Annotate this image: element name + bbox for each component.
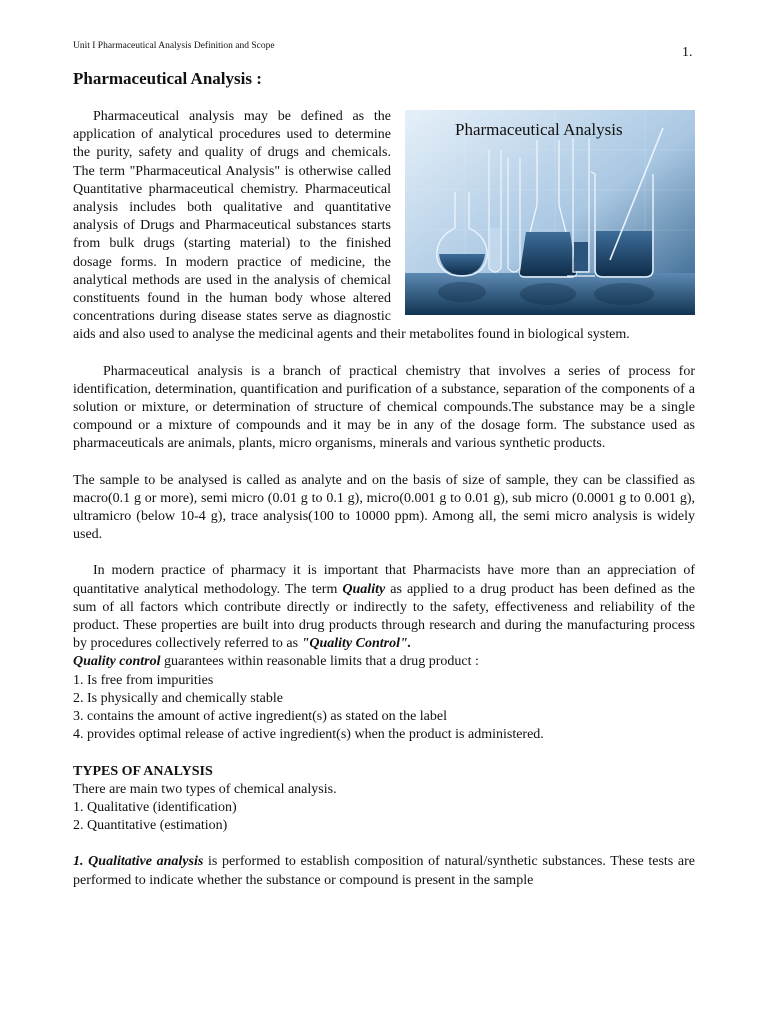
page-title: Pharmaceutical Analysis : bbox=[73, 69, 262, 88]
page-number: 1. bbox=[682, 45, 693, 60]
paragraph-quality bbox=[73, 562, 695, 653]
types-list bbox=[73, 781, 695, 836]
quality-text-a: In modern practice of pharmacy it is important that Pharmacists have more than an appreciation of quantitative analytical methodology. The term bbox=[73, 563, 695, 597]
quality-text-b: as applied to a drug product has been defined as the sum of all factors which contribute directly or indirectly to the safety, effectiveness and reliability of the product. These properties are built into drug products through research and during the manufacturing process by procedures collectively referred to as bbox=[73, 581, 695, 652]
section-heading-types: TYPES OF ANALYSIS bbox=[73, 763, 213, 779]
quality-control-term: Quality control bbox=[73, 654, 161, 670]
laboratory-glassware-image bbox=[405, 110, 695, 315]
qualitative-text: is performed to establish composition of natural/synthetic substances. These tests are performed to indicate whether the substance or compound is present in the sample bbox=[73, 854, 695, 888]
list-item: 2. Is physically and chemically stable bbox=[73, 690, 283, 706]
lab-glassware-figure bbox=[405, 110, 695, 315]
figure-caption: Pharmaceutical Analysis bbox=[455, 120, 623, 139]
list-item: 1. Is free from impurities bbox=[73, 672, 214, 688]
paragraph-branch-of-chemistry: Pharmaceutical analysis is a branch of practical chemistry that involves a series of process for identification, determination, quantification and purification of a substance, separation of the components of a solution or mixture, or determination of structure of chemical compounds.The substance may be a single compound or a mixture of compounds and it may be in any of the dosage form. The substance used as pharmaceuticals are animals, plants, micro organisms, minerals and various synthetic products. bbox=[73, 363, 695, 452]
types-intro: There are main two types of chemical analysis. bbox=[73, 781, 337, 797]
paragraph-quality-control bbox=[73, 653, 695, 671]
quality-control-list bbox=[73, 672, 695, 745]
running-header: Unit I Pharmaceutical Analysis Definition and Scope bbox=[73, 41, 275, 51]
qualitative-lead: 1. Qualitative analysis bbox=[73, 854, 204, 870]
paragraph-sample-classification: The sample to be analysed is called as analyte and on the basis of size of sample, they can be classified as macro(0.1 g or more), semi micro (0.01 g to 0.1 g), micro(0.001 g to 0.01 g), sub micro (0.0001 g to 0.001 g), ultramicro (below 10-4 g), trace analysis(100 to 10000 ppm). Among all, the semi micro analysis is widely used. bbox=[73, 472, 695, 543]
document-body bbox=[73, 108, 695, 890]
paragraph-definition: Pharmaceutical analysis may be defined as the application of analytical procedures used to determine the purity, safety and quality of drugs and chemicals. The term "Pharmaceutical Analysis" is otherwise called Quantitative pharmaceutical chemistry. Pharmaceutical analysis includes both qualitative and quantitative analysis of Drugs and Pharmaceutical substances starts from bulk drugs (starting material) to the finished dosage forms. In modern practice of medicine, the analytical methods are used in the analysis of chemical constituents found in the human body whose altered concentrations during disease states serve as diagnostic aids and also used to analyse the medicinal agents and their metabolites found in biological system. bbox=[73, 109, 630, 343]
quality-control-text: guarantees within reasonable limits that a drug product : bbox=[160, 654, 479, 670]
list-item: 4. provides optimal release of active ingredient(s) when the product is administered. bbox=[73, 727, 544, 743]
paragraph-qualitative-analysis bbox=[73, 853, 695, 889]
quality-control-quote: "Quality Control". bbox=[301, 636, 412, 652]
quality-term: Quality bbox=[342, 581, 386, 597]
list-item: 1. Qualitative (identification) bbox=[73, 799, 237, 815]
list-item: 2. Quantitative (estimation) bbox=[73, 818, 228, 834]
list-item: 3. contains the amount of active ingredient(s) as stated on the label bbox=[73, 709, 447, 725]
